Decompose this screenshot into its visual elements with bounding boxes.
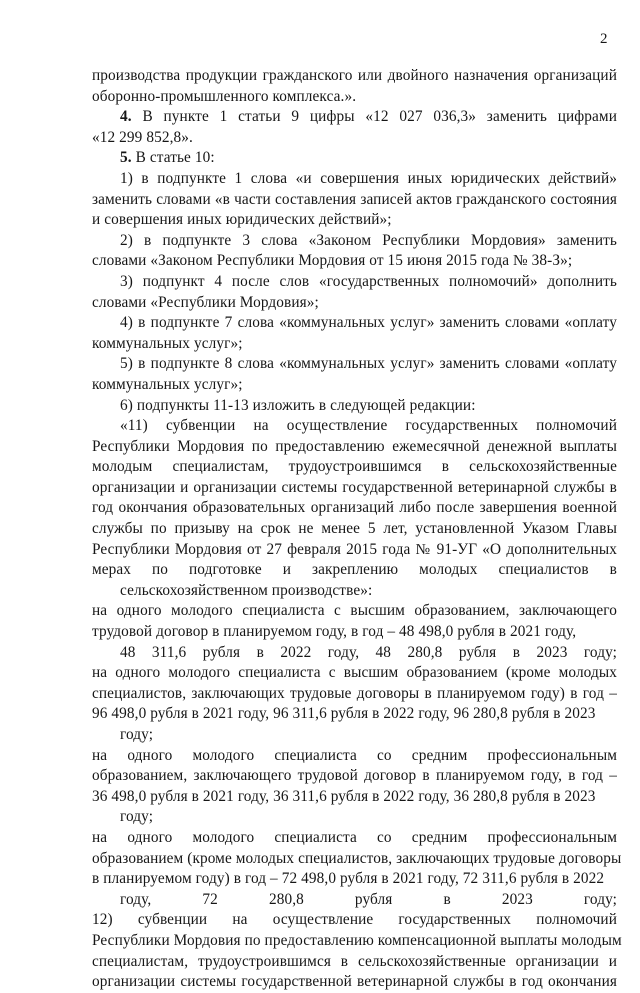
text-line: словами «Республики Мордовия»;	[92, 293, 319, 311]
page-number: 2	[600, 31, 608, 47]
text-line: год окончания образовательных организаций либо после завершения военной	[92, 499, 617, 517]
text-line: словами «Законом Республики Мордовия от 15 июня 2015 года № 38-З»;	[92, 252, 573, 270]
text-line: году;	[120, 726, 154, 743]
text-line: 5) в подпункте 8 слова «коммунальных услуг» заменить словами «оплату	[120, 355, 617, 373]
text-line: 2) в подпункте 3 слова «Законом Республики Мордовия» заменить	[120, 231, 617, 249]
text-line: на одного молодого специалиста с высшим образованием, заключающего	[92, 602, 617, 620]
text-line: коммунальных услуг»;	[92, 375, 243, 393]
text-line: сельскохозяйственном производстве»:	[120, 581, 373, 599]
text-line: оборонно-промышленного комплекса.».	[92, 87, 357, 105]
item-number: 5.	[120, 149, 132, 167]
text-line: 1) в подпункте 1 слова «и совершения иных юридических действий»	[120, 169, 617, 187]
text-line: 3) подпункт 4 после слов «государственных полномочий» дополнить	[120, 272, 617, 290]
text-line: и совершения иных юридических действий»;	[92, 211, 392, 229]
text-line: 48 311,6 рубля в 2022 году, 48 280,8 рубля в 2023 году;	[120, 643, 617, 661]
text-line: 6) подпункты 11-13 изложить в следующей редакции:	[120, 396, 476, 414]
item-text: В статье 10:	[131, 149, 215, 167]
text-line: мерах по подготовке и закреплению молодых специалистов в	[92, 561, 617, 579]
text-line: «12 299 852,8».	[92, 128, 193, 146]
text-line: молодым специалистам, трудоустроившимся в сельскохозяйственные	[92, 458, 617, 476]
item-number: 4.	[120, 108, 132, 126]
text-line: году;	[120, 808, 154, 826]
text-line: 96 498,0 рубля в 2021 году, 96 311,6 рубля в 2022 году, 96 280,8 рубля в 2023	[92, 705, 596, 723]
text-line: в планируемом году) в год – 72 498,0 рубля в 2021 году, 72 311,6 рубля в 2022	[92, 870, 605, 888]
text-line	[92, 148, 617, 169]
document-body	[92, 66, 622, 993]
text-line: службы по призыву на срок не менее 5 лет, установленной Указом Главы	[92, 520, 617, 538]
text-line: на одного молодого специалиста со средним профессиональным	[92, 828, 617, 846]
text-line: производства продукции гражданского или двойного назначения организаций	[92, 67, 617, 84]
text-line: специалистов, заключающих трудовые договоры в планируемом году) в год –	[92, 684, 617, 702]
text-line: на одного молодого специалиста со средним профессиональным	[92, 746, 617, 764]
text-line: «11) субвенции на осуществление государственных полномочий	[120, 417, 617, 435]
text-line: специалистам, трудоустроившимся в сельскохозяйственные организации и	[92, 952, 617, 970]
text-line: коммунальных услуг»;	[92, 334, 243, 352]
text-line: на одного молодого специалиста с высшим образованием (кроме молодых	[92, 664, 617, 682]
item-text: В пункте 1 статьи 9 цифры «12 027 036,3» заменить цифрами	[131, 108, 617, 126]
text-line: трудовой договор в планируемом году, в год – 48 498,0 рубля в 2021 году,	[92, 623, 577, 641]
text-line: Республики Мордовия от 27 февраля 2015 года № 91-УГ «О дополнительных	[92, 540, 617, 558]
text-line: организации системы государственной ветеринарной службы в год окончания	[92, 973, 617, 991]
text-line: 4) в подпункте 7 слова «коммунальных услуг» заменить словами «оплату	[120, 314, 617, 332]
text-line: 36 498,0 рубля в 2021 году, 36 311,6 рубля в 2022 году, 36 280,8 рубля в 2023	[92, 787, 596, 805]
text-line: 12) субвенции на осуществление государственных полномочий	[92, 911, 617, 929]
text-line: Республики Мордовия по предоставлению компенсационной выплаты молодым	[92, 931, 622, 949]
text-line: заменить словами «в части составления записей актов гражданского состояния	[92, 190, 617, 208]
text-line: организации и организации системы государственной ветеринарной службы в	[92, 478, 617, 496]
text-line: Республики Мордовия по предоставлению ежемесячной денежной выплаты	[92, 437, 617, 455]
text-line: году, 72 280,8 рубля в 2023 году;	[120, 890, 617, 908]
text-line: образованием (кроме молодых специалистов, заключающих трудовые договоры	[92, 849, 622, 867]
text-line: образованием, заключающего трудовой договор в планируемом году, в год –	[92, 767, 617, 785]
text-line	[92, 107, 617, 128]
